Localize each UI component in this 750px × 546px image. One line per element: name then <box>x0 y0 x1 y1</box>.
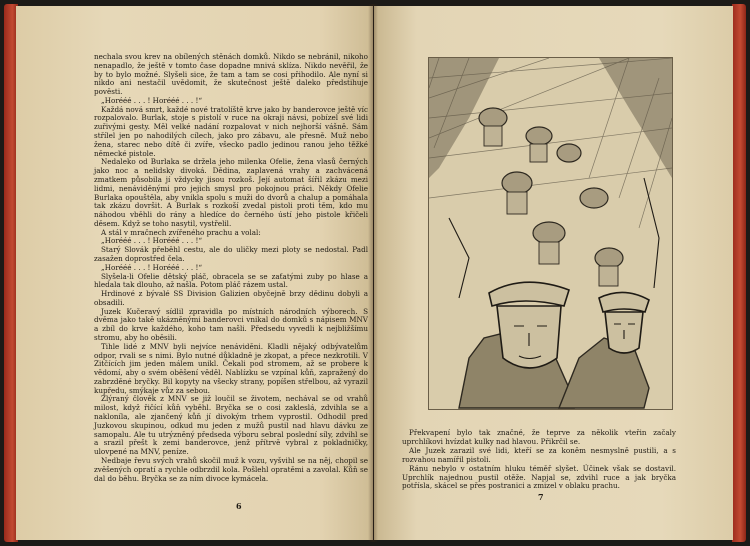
paragraph: „Horééé . . . ! Horééé . . . !“ <box>101 236 203 246</box>
paragraph: „Horééé . . . ! Horééé . . . !“ <box>101 95 203 105</box>
right-page-text <box>402 429 676 491</box>
paragraph: Starý Slovák přeběhl cestu, ale do uličky mezi ploty se nedostal. Padl zasažen doprostřed čela. <box>94 245 368 263</box>
paragraph: nechala svou krev na obílených stěnách domků. Nikdo se nebránil, nikoho nenapadlo, že ještě v tomto čase dopadne mnivá sklíza. Nikdo nevěřil, že by to bylo možné. Slyšeli sice, že tam a tam se cosi přihodilo. Ale nyní si nikdo ani nestačil uvědomit, že skutečnost ještě daleko předstihuje pověsti. <box>94 52 368 97</box>
paragraph: Slyšela-li Ofelie dětský pláč, obracela se se zaťatými zuby po hlase a hledala tak dlouho, až našla. Potom pláč rázem ustal. <box>94 271 368 290</box>
paragraph: A stál v mračnech zvířeného prachu a volal: <box>101 227 261 237</box>
page-number-right: 7 <box>538 492 544 502</box>
page-number-left: 6 <box>236 501 242 511</box>
paragraph: Ale Juzek zarazil své lidi, kteří se za koněm nesmyslně pustili, a s rozvahou namířil pistoli. <box>402 445 676 464</box>
paragraph: Překvapení bylo tak značné, že teprve za několik vteřin začaly uprchlíkovi hvízdat kulky nad hlavou. Přikrčil se. <box>402 428 676 446</box>
illustration-drawing <box>429 58 672 409</box>
paragraph: Nedaleko od Burlaka se držela jeho milenka Ofelie, žena vlasů černých jako noc a nelidsky divoká. Dědina, zaplavená vrahy a zachvácená zmatkem působila jí vždycky jisou rozkoš. Její automat šířil zkázu mezi lidmi, nenáviděnými pro jejich smysl pro pokojnou práci. Někdy Ofelie Burlaka opouštěla, aby vnikla spolu s muži do dvorů a chalup a pomáhala tak zkázu dovršit. A Burlak s rozkoší zvedal pistoli proti těm, kdo mu náhodou vběhli do rány a hledíce do černého ústí jeho pistole křičeli děsem. Když se toho nasytil, vystřelil. <box>94 157 368 228</box>
paragraph: Tihle lidé z MNV byli nejvíce nenáviděni. Kladli nějaký odbývatelům odpor, rvali se s nimi. Bylo nutné důkladně je zkopat, a přece nezkrotili. V Zitčících jim jeden málem unikl. Čekali pod stromem, až se probere k vědomí, aby o svém oběšení věděl. Nablízku se vzpínal kůň, zapražený do zabrzděné bryčky. Bil kopyty na všecky strany, popíšen střelbou, až vyrazil kupředu, smýkaje vůz za sebou. <box>94 341 368 395</box>
open-book <box>4 4 746 542</box>
paragraph: Hrdinové z bývalé SS Division Galizien obyčejně brzy dědinu dobyli a obsadili. <box>94 289 368 307</box>
paragraph: Každá nová smrt, každé nové tratolíště krve jako by banderovce ještě víc rozpalovalo. Burlak, stoje s pistolí v ruce na okraji návsi, pobízel své lidi zuřivými gesty. Měl velké nadání rozpalovat v nich nejhorší vášně. Sám střílel jen po nahodilých cílech, jako pro zábavu, ale přesně. Muž nebo žena, starec nebo dítě či zvíře, všecko padlo jedinou ranou jeho těžké německé pistole. <box>94 104 368 158</box>
paragraph: „Horééé . . . ! Horééé . . . !“ <box>101 262 203 272</box>
left-page <box>16 6 373 540</box>
paragraph: Ránu nebylo v ostatním hluku téměř slyšet. Účinek však se dostavil. Uprchlík najednou pustil otěže. Napjal se, zdvihl ruce a jak bryčka potřísla, skácel se přes postranici a zmizel v oblaku prachu. <box>402 463 676 491</box>
woodcut-soldiers-illustration <box>428 57 673 410</box>
paragraph: Zlýraný člověk z MNV se již loučil se životem, nechával se od vrahů milost, když řičící kůň vyběhl. Bryčka se o cosi zakleslá, zdvihla se a nakloníla, ale zjančený kůň jí divokým trhem vyprostil. Odhodil pred Juzkovou skupinou, odkud mu jeden z mužů pustil nad hlavu dávku ze samopalu. Ale tu utrýzněný předseda výboru sebral poslední síly, zdvihl se a srazil přešt k zemi banderovce, jenž přítrvě vybral z pokladničky, ulovpené na MNV, peníze. <box>94 394 368 457</box>
paragraph: Nedbaje řevu svých vrahů skočil muž k vozu, vyšvihl se na něj, chopil se zvěšených opratí a rychle odbrzdil kola. Pošlehl opratěmi a zavolal. Kůň se dal do běhu. Bryčka se za ním divoce kymácela. <box>94 455 368 483</box>
book-cover-edge-right <box>732 4 746 542</box>
book-gutter <box>368 4 378 542</box>
right-page <box>374 6 733 540</box>
left-page-text <box>94 53 368 483</box>
paragraph: Juzek Kučeravý sídlil zpravidla po místních národních výborech. S dvěma jako takě ukázněnými banderovci vnikal do domků s nápisem MNV a zbíl do krve každého, koho tam našli. Předsedu vyvedli k nejbližšímu stromu, aby ho oběsili. <box>94 306 368 342</box>
